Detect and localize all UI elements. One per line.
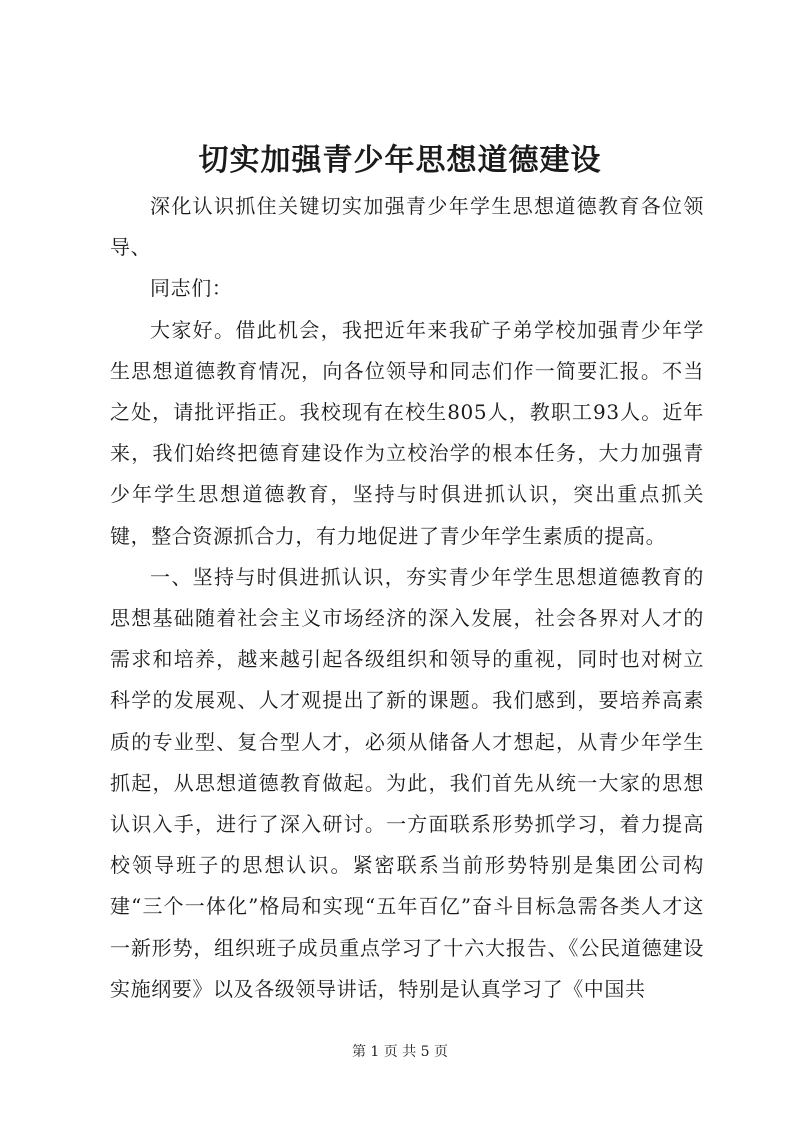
page-number: 第 1 页 共 5 页	[351, 1044, 449, 1060]
paragraph-4: 一、坚持与时俱进抓认识，夯实青少年学生思想道德教育的思想基础随着社会主义市场经济的深入发展，社会各界对人才的需求和培养，越来越引起各级组织和领导的重视，同时也对树立科学的发展观、人才观提出了新的课题。我们感到，要培养高素质的专业型、复合型人才，必须从储备人才想起，从青少年学生抓起，从思想道德教育做起。为此，我们首先从统一大家的思想认识入手，进行了深入研讨。一方面联系形势抓学习，着力提高校领导班子的思想认识。紧密联系当前形势特别是集团公司构建“三个一体化”格局和实现“五年百亿”奋斗目标急需各类人才这一新形势，组织班子成员重点学习了十六大报告、《公民道德建设实施纲要》以及各级领导讲话，特别是认真学习了《中国共	[110, 564, 704, 1001]
document-title: 切实加强青少年思想道德建设	[198, 143, 602, 178]
paragraph-3: 大家好。借此机会，我把近年来我矿子弟学校加强青少年学生思想道德教育情况，向各位领导和同志们作一简要汇报。不当之处，请批评指正。我校现有在校生805人，教职工93人。近年来，我们始终把德育建设作为立校治学的根本任务，大力加强青少年学生思想道德教育，坚持与时俱进抓认识，突出重点抓关键，整合资源抓合力，有力地促进了青少年学生素质的提高。	[110, 317, 704, 548]
document-body	[110, 186, 704, 1010]
paragraph-2: 同志们：	[150, 276, 233, 301]
paragraph-1: 深化认识抓住关键切实加强青少年学生思想道德教育各位领导、	[110, 194, 704, 260]
